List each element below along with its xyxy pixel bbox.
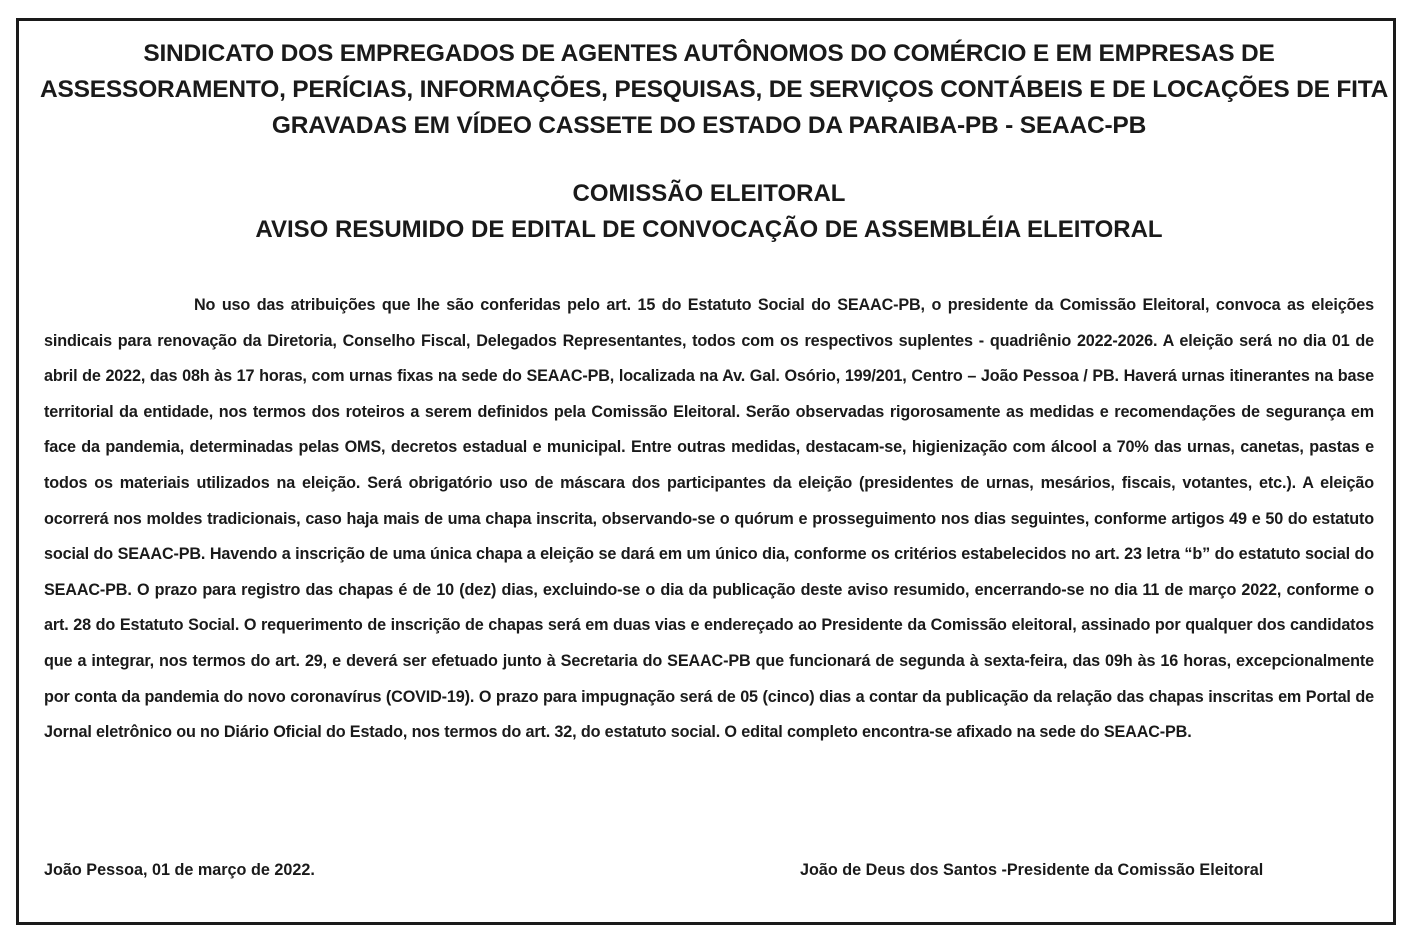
notice-body-paragraph: No uso das atribuições que lhe são conferidas pelo art. 15 do Estatuto Social do SEAAC-PB, o presidente da Comissão Eleitoral, convoca as eleições sindicais para renovação da Diretoria, Conselho Fiscal, Delegados Representantes, todos com os respectivos suplentes - quadriênio 2022-2026. A eleição será no dia 01 de abril de 2022, das 08h às 17 horas, com urnas fixas na sede do SEAAC-PB, localizada na Av. Gal. Osório, 199/201, Centro – João Pessoa / PB. Haverá urnas itinerantes na base territorial da entidade, nos termos dos roteiros a serem definidos pela Comissão Eleitoral. Serão observadas rigorosamente as medidas e recomendações de segurança em face da pandemia, determinadas pelas OMS, decretos estadual e municipal. Entre outras medidas, destacam-se, higienização com álcool a 70% das urnas, canetas, pastas e todos os materiais utilizados na eleição. Será obrigatório uso de máscara dos participantes da eleição (presidentes de urnas, mesários, fiscais, votantes, etc.). A eleição ocorrerá nos moldes tradicionais, caso haja mais de uma chapa inscrita, observando-se o quórum e prosseguimento nos dias seguintes, conforme artigos 49 e 50 do estatuto social do SEAAC-PB. Havendo a inscrição de uma única chapa a eleição se dará em um único dia, conforme os critérios estabelecidos no art. 23 letra “b” do estatuto social do SEAAC-PB. O prazo para registro das chapas é de 10 (dez) dias, excluindo-se o dia da publicação deste aviso resumido, encerrando-se no dia 11 de março 2022, conforme o art. 28 do Estatuto Social. O requerimento de inscrição de chapas será em duas vias e endereçado ao Presidente da Comissão eleitoral, assinado por qualquer dos candidatos que a integrar, nos termos do art. 29, e deverá ser efetuado junto à Secretaria do SEAAC-PB que funcionará de segunda à sexta-feira, das 09h às 16 horas, excepcionalmente por conta da pandemia do novo coronavírus (COVID-19). O prazo para impugnação será de 05 (cinco) dias a contar da publicação da relação das chapas inscritas em Portal de Jornal eletrônico ou no Diário Oficial do Estado, nos termos do art. 32, do estatuto social. O edital completo encontra-se afixado na sede do SEAAC-PB. [44,296,1374,742]
commission-title: COMISSÃO ELEITORAL [572,180,846,207]
union-title [40,36,1389,144]
union-title-line-3: GRAVADAS EM VÍDEO CASSETE DO ESTADO DA PARAIBA-PB - SEAAC-PB [271,112,1147,139]
union-title-line-1: SINDICATO DOS EMPREGADOS DE AGENTES AUTÔNOMOS DO COMÉRCIO E EM EMPRESAS DE [143,40,1275,67]
signature-line: João de Deus dos Santos -Presidente da Comissão Eleitoral [800,861,1264,879]
union-title-line-2: ASSESSORAMENTO, PERÍCIAS, INFORMAÇÕES, PESQUISAS, DE SERVIÇOS CONTÁBEIS E DE LOCAÇÕES DE FITA [40,76,1389,103]
notice-heading [40,176,1378,248]
notice-title: AVISO RESUMIDO DE EDITAL DE CONVOCAÇÃO DE ASSEMBLÉIA ELEITORAL [255,216,1163,243]
place-and-date: João Pessoa, 01 de março de 2022. [44,861,315,879]
